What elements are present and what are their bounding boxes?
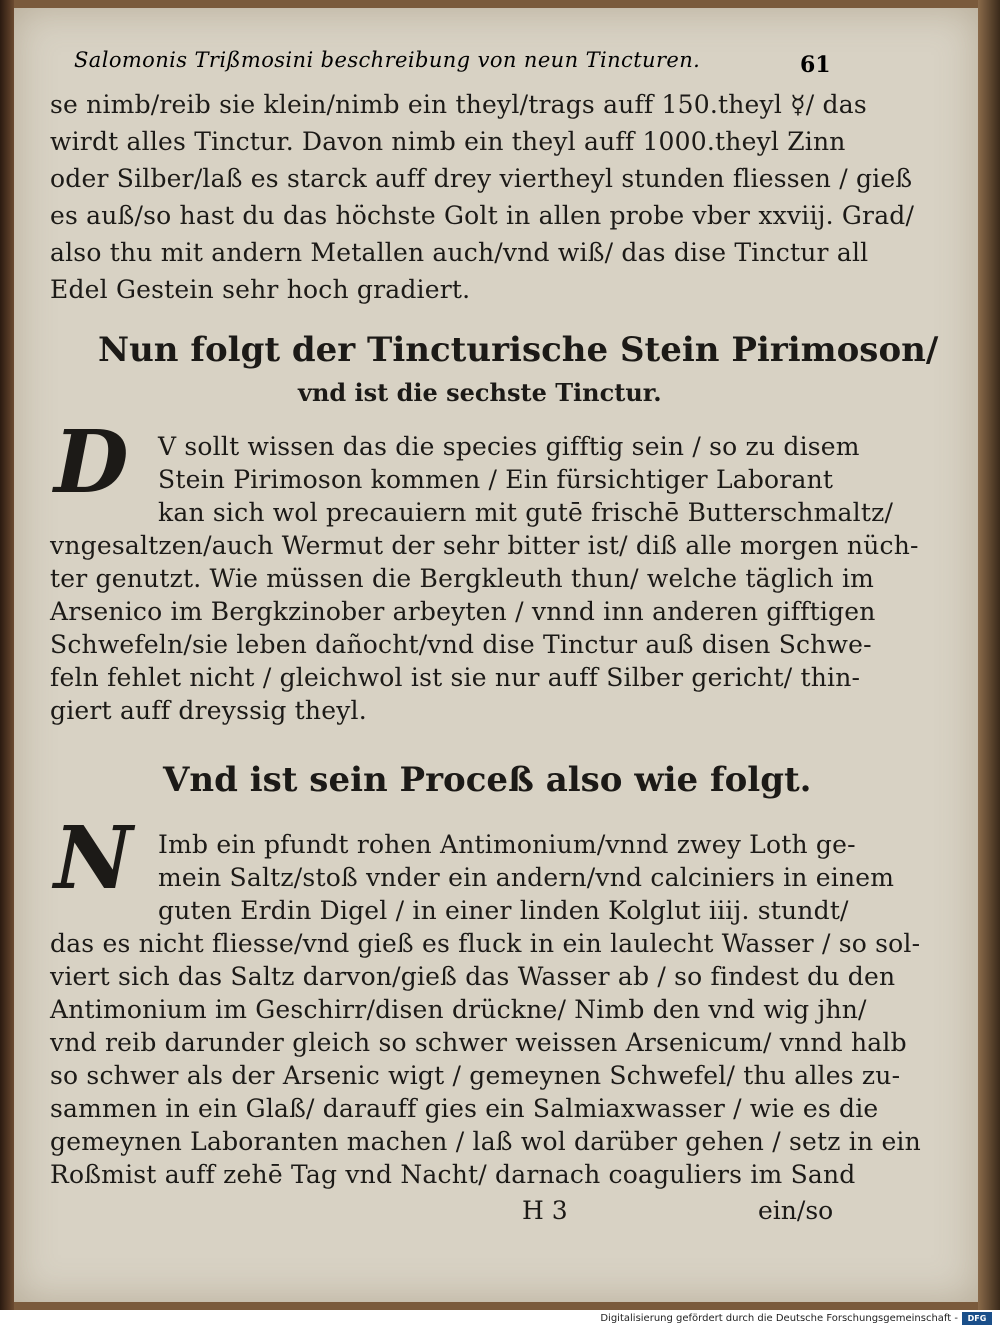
text-line: das es nicht fliesse/vnd gieß es fluck in ein laulecht Wasser / so sol- [50,929,921,958]
page-edge [978,0,1000,1310]
text-line: viert sich das Saltz darvon/gieß das Wasser ab / so findest du den [50,962,896,991]
text-line: Stein Pirimoson kommen / Ein fürsichtiger Laborant [158,465,834,494]
text-line: feln fehlet nicht / gleichwol ist sie nur auff Silber gericht/ thin- [50,663,861,692]
decorated-initial: D [54,412,129,513]
text-line: ter genutzt. Wie müssen die Bergkleuth thun/ welche täglich im [50,564,875,593]
text-line: Arsenico im Bergkzinober arbeyten / vnnd inn anderen gifftigen [50,597,876,626]
funding-credit: Digitalisierung gefördert durch die Deutsche Forschungsgemeinschaft - [600,1313,958,1324]
text-line: oder Silber/laß es starck auff drey viertheyl stunden fliessen / gieß [50,164,913,193]
text-line: es auß/so hast du das höchste Golt in allen probe vber xxviij. Grad/ [50,201,915,230]
text-line: mein Saltz/stoß vnder ein andern/vnd calciniers in einem [158,863,895,892]
text-line: Imb ein pfundt rohen Antimonium/vnnd zwey Loth ge- [158,830,856,859]
running-title: Salomonis Trißmosini beschreibung von neun Tincturen. [74,48,701,72]
text-line: kan sich wol precauiern mit gutē frischē Butterschmaltz/ [158,498,894,527]
decorated-initial: N [54,808,133,909]
text-line: giert auff dreyssig theyl. [50,696,367,725]
section-heading: Nun folgt der Tincturische Stein Pirimoson/ [98,330,939,370]
section-subheading: vnd ist die sechste Tinctur. [298,378,662,407]
text-line: se nimb/reib sie klein/nimb ein theyl/trags auff 150.theyl ☿/ das [50,90,867,119]
text-line: gemeynen Laboranten machen / laß wol darüber gehen / setz in ein [50,1127,921,1156]
dfg-logo[interactable]: DFG [962,1312,992,1325]
catchword: ein/so [758,1196,834,1225]
text-line: vnd reib darunder gleich so schwer weissen Arsenicum/ vnnd halb [50,1028,907,1057]
text-line: vngesaltzen/auch Wermut der sehr bitter ist/ diß alle morgen nüch- [50,531,919,560]
text-line: so schwer als der Arsenic wigt / gemeynen Schwefel/ thu alles zu- [50,1061,901,1090]
text-line: Roßmist auff zehē Tag vnd Nacht/ darnach coaguliers im Sand [50,1160,856,1189]
signature-mark: H 3 [522,1196,568,1225]
text-line: sammen in ein Glaß/ darauff gies ein Salmiaxwasser / wie es die [50,1094,879,1123]
text-line: Edel Gestein sehr hoch gradiert. [50,275,471,304]
book-spine-edge [0,0,14,1310]
text-line: V sollt wissen das die species gifftig sein / so zu disem [158,432,860,461]
text-line: guten Erdin Digel / in einer linden Kolglut iiij. stundt/ [158,896,849,925]
book-page [14,8,978,1302]
section-heading: Vnd ist sein Proceß also wie folgt. [163,760,812,800]
text-line: Schwefeln/sie leben dañocht/vnd dise Tinctur auß disen Schwe- [50,630,872,659]
text-line: wirdt alles Tinctur. Davon nimb ein theyl auff 1000.theyl Zinn [50,127,846,156]
text-line: Antimonium im Geschirr/disen drückne/ Nimb den vnd wig jhn/ [50,995,867,1024]
page-number: 61 [800,52,831,78]
text-line: also thu mit andern Metallen auch/vnd wiß/ das dise Tinctur all [50,238,869,267]
